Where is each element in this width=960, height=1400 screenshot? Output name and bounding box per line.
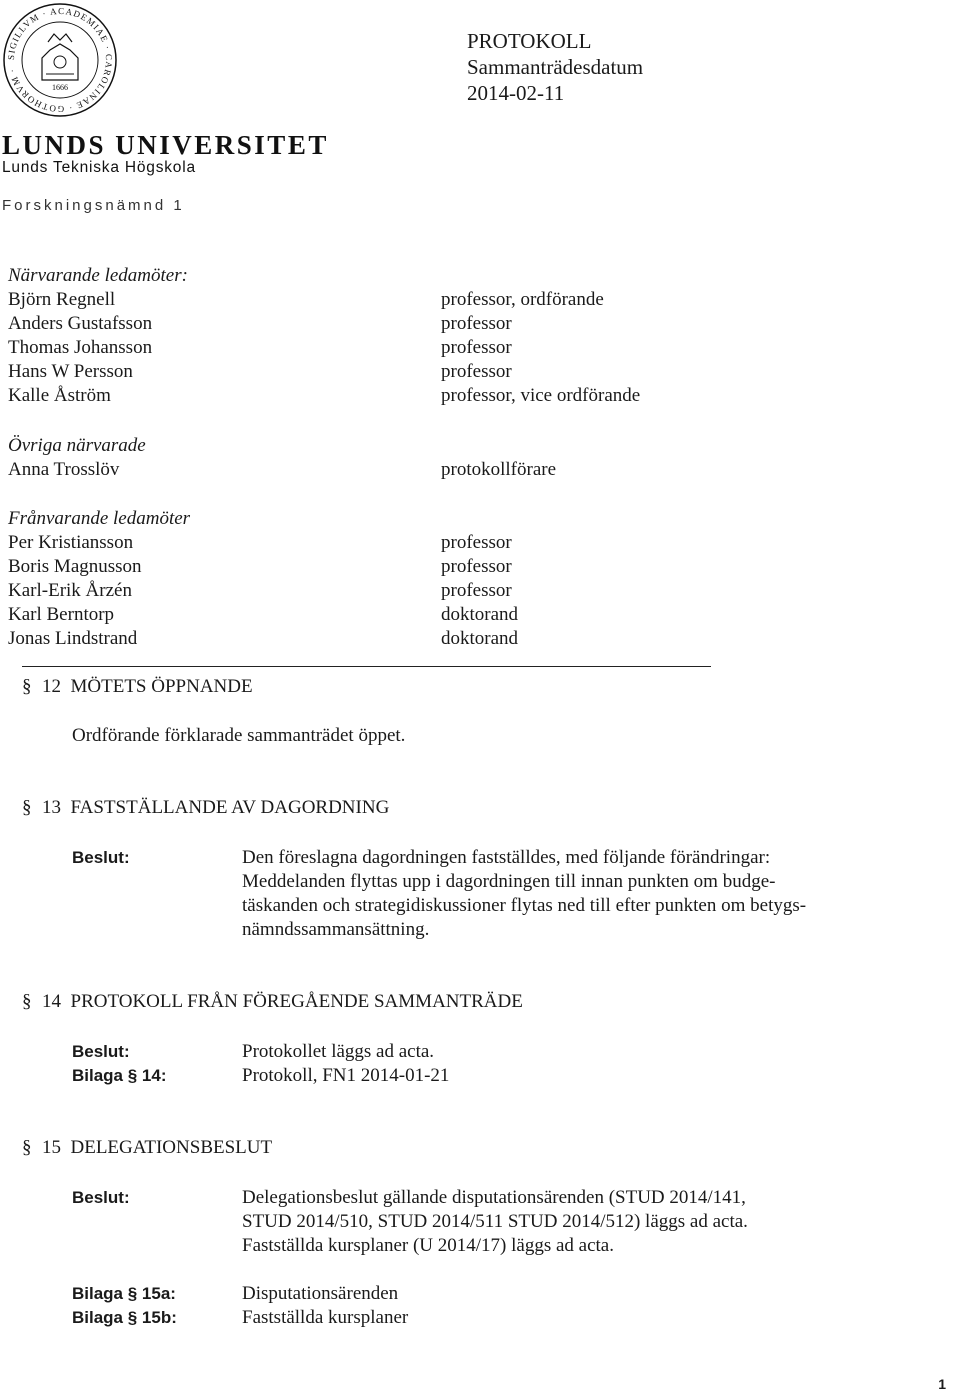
section-symbol: § xyxy=(22,797,32,818)
decision-line: STUD 2014/510, STUD 2014/511 STUD 2014/512) läggs ad acta. xyxy=(242,1211,748,1232)
member-name: Thomas Johansson xyxy=(8,337,153,358)
decision-line: täskanden och strategidiskussioner flytas ned till efter punkten om betygs- xyxy=(242,895,807,916)
member-role: professor xyxy=(441,337,512,358)
decision-line: Meddelanden flyttas upp i dagordningen till innan punkten om budge- xyxy=(242,871,776,892)
attachment-label: Bilaga § 15b: xyxy=(72,1308,177,1327)
member-name: Anna Trosslöv xyxy=(8,459,120,480)
section-heading-14 xyxy=(22,990,523,1014)
member-role: professor xyxy=(441,580,512,601)
svg-text:1666: 1666 xyxy=(52,83,68,92)
committee-name: Forskningsnämnd 1 xyxy=(2,197,185,214)
section-symbol: § xyxy=(22,1137,32,1158)
decision-label: Beslut: xyxy=(72,848,130,867)
meeting-date: 2014-02-11 xyxy=(467,81,565,105)
section-heading-15 xyxy=(22,1136,272,1160)
decision-line: Den föreslagna dagordningen fastställdes, med följande förändringar: xyxy=(242,847,771,868)
section-symbol: § xyxy=(22,991,32,1012)
page-number: 1 xyxy=(938,1376,946,1392)
doc-type: PROTOKOLL xyxy=(467,29,592,53)
section-heading-13 xyxy=(22,796,389,820)
date-label: Sammanträdesdatum xyxy=(467,55,644,79)
decision-line: Delegationsbeslut gällande disputationsärenden (STUD 2014/141, xyxy=(242,1187,746,1208)
university-name: LUNDS UNIVERSITET xyxy=(2,130,329,160)
member-role: doktorand xyxy=(441,604,519,625)
member-role: protokollförare xyxy=(441,459,557,480)
member-role: professor xyxy=(441,313,512,334)
decision-text: Protokollet läggs ad acta. xyxy=(242,1041,435,1062)
svg-text:SIGILLVM · ACADEMIAE · CAROLIN: SIGILLVM · ACADEMIAE · CAROLINAE · GOTHORVM · xyxy=(5,5,115,115)
section-number: 14 xyxy=(42,991,61,1012)
member-role: professor, ordförande xyxy=(441,289,604,310)
university-seal-logo xyxy=(2,2,118,118)
section-title: MÖTETS ÖPPNANDE xyxy=(70,676,253,697)
decision-label: Beslut: xyxy=(72,1042,130,1061)
member-name: Björn Regnell xyxy=(8,289,116,310)
absent-heading: Frånvarande ledamöter xyxy=(8,508,191,529)
decision-line: nämndssammansättning. xyxy=(242,919,430,940)
decision-line: Fastställda kursplaner (U 2014/17) läggs ad acta. xyxy=(242,1235,614,1256)
attachment-label: Bilaga § 15a: xyxy=(72,1284,176,1303)
divider xyxy=(22,666,711,667)
section-title: PROTOKOLL FRÅN FÖREGÅENDE SAMMANTRÄDE xyxy=(70,991,523,1012)
present-heading: Närvarande ledamöter: xyxy=(8,265,188,286)
member-role: professor xyxy=(441,361,512,382)
member-role: professor xyxy=(441,532,512,553)
member-name: Karl Berntorp xyxy=(8,604,115,625)
section-text: Ordförande förklarade sammanträdet öppet. xyxy=(72,725,406,746)
member-role: doktorand xyxy=(441,628,519,649)
section-heading-12 xyxy=(22,675,253,699)
member-role: professor, vice ordförande xyxy=(441,385,641,406)
attachment-text: Disputationsärenden xyxy=(242,1283,399,1304)
decision-label: Beslut: xyxy=(72,1188,130,1207)
document-header xyxy=(467,28,643,106)
member-name: Kalle Åström xyxy=(8,385,111,406)
member-name: Hans W Persson xyxy=(8,361,133,382)
member-name: Anders Gustafsson xyxy=(8,313,153,334)
attachment-label: Bilaga § 14: xyxy=(72,1066,167,1085)
section-number: 15 xyxy=(42,1137,61,1158)
others-heading: Övriga närvarade xyxy=(8,435,146,456)
attachment-text: Fastställda kursplaner xyxy=(242,1307,409,1328)
member-role: professor xyxy=(441,556,512,577)
faculty-name: Lunds Tekniska Högskola xyxy=(2,159,196,176)
section-number: 13 xyxy=(42,797,61,818)
section-title: DELEGATIONSBESLUT xyxy=(70,1137,273,1158)
attachment-text: Protokoll, FN1 2014-01-21 xyxy=(242,1065,450,1086)
member-name: Jonas Lindstrand xyxy=(8,628,138,649)
section-symbol: § xyxy=(22,676,32,697)
member-name: Karl-Erik Årzén xyxy=(8,580,132,601)
section-number: 12 xyxy=(42,676,61,697)
member-name: Boris Magnusson xyxy=(8,556,142,577)
section-title: FASTSTÄLLANDE AV DAGORDNING xyxy=(70,797,390,818)
member-name: Per Kristiansson xyxy=(8,532,134,553)
